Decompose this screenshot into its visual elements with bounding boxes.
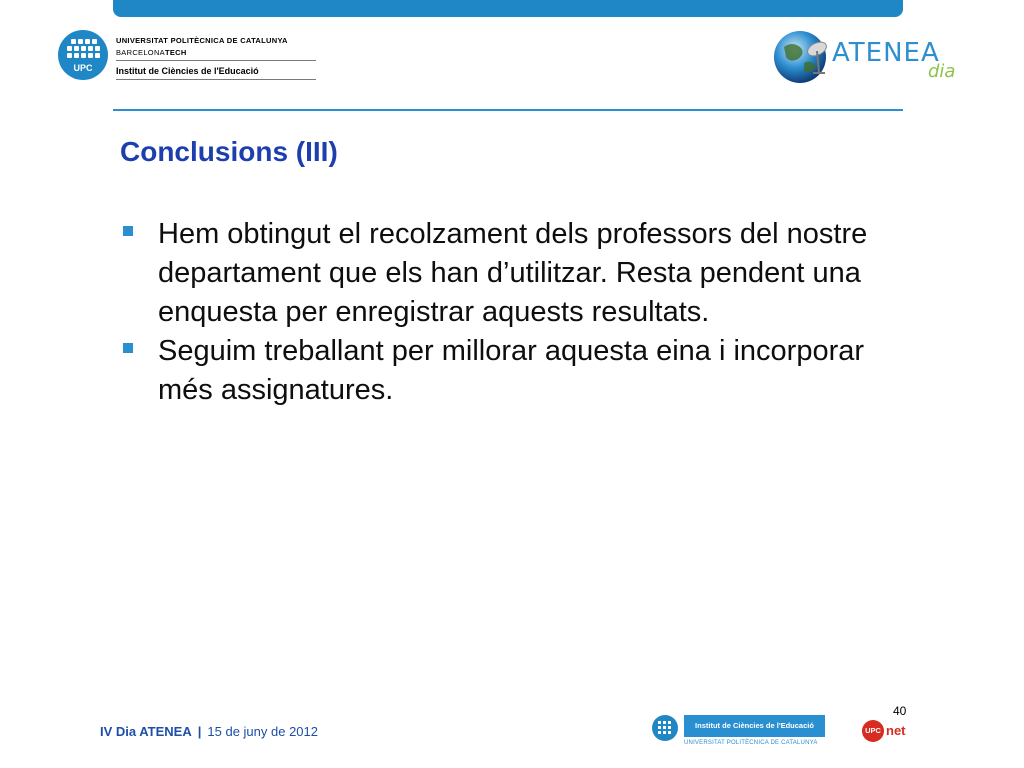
footer-event: IV Dia ATENEA bbox=[100, 724, 192, 739]
footer-date: 15 de juny de 2012 bbox=[207, 724, 318, 739]
upc-mini-logo bbox=[652, 715, 678, 741]
header-rule bbox=[113, 109, 903, 111]
upcnet-circle: UPC bbox=[862, 720, 884, 742]
footer-caption bbox=[100, 724, 318, 739]
upc-logo-text: UPC bbox=[73, 63, 93, 73]
institute-name: Institut de Ciències de l'Educació bbox=[116, 66, 259, 76]
city-prefix: BARCELONA bbox=[116, 48, 165, 57]
header-divider bbox=[116, 60, 316, 61]
city-suffix: TECH bbox=[164, 48, 187, 57]
barcelonatech-label bbox=[116, 48, 326, 57]
square-bullet-icon bbox=[123, 226, 133, 236]
top-accent-bar bbox=[113, 0, 903, 17]
bullet-text: Hem obtingut el recolzament dels professors del nostre departament que els han d’utilitzar. Resta pendent una enquesta per enregistrar aquests resultats. bbox=[158, 218, 868, 328]
square-bullet-icon bbox=[123, 343, 133, 353]
upc-logo bbox=[58, 30, 108, 80]
page-number: 40 bbox=[893, 704, 907, 718]
slide-title: Conclusions (III) bbox=[120, 136, 338, 167]
bullet-text: Seguim treballant per millorar aquesta eina i incorporar més assignatures. bbox=[158, 335, 865, 406]
atenea-logo-sub: dia bbox=[928, 61, 956, 82]
footer-separator: | bbox=[197, 724, 202, 739]
bullet-list bbox=[120, 215, 910, 410]
ice-badge bbox=[652, 715, 827, 753]
bullet-item bbox=[120, 332, 910, 410]
ice-badge-title: Institut de Ciències de l'Educació bbox=[684, 715, 825, 737]
upcnet-suffix: net bbox=[886, 723, 906, 738]
university-name: UNIVERSITAT POLITÈCNICA DE CATALUNYA bbox=[116, 36, 288, 45]
university-header bbox=[116, 36, 326, 80]
bullet-item bbox=[120, 215, 910, 332]
ice-badge-university: UNIVERSITAT POLITÈCNICA DE CATALUNYA bbox=[684, 740, 818, 746]
upcnet-logo bbox=[862, 718, 912, 744]
atenea-logo-text: ATENEA bbox=[832, 38, 940, 68]
atenea-logo bbox=[770, 27, 965, 87]
header-divider-bottom bbox=[116, 79, 316, 80]
